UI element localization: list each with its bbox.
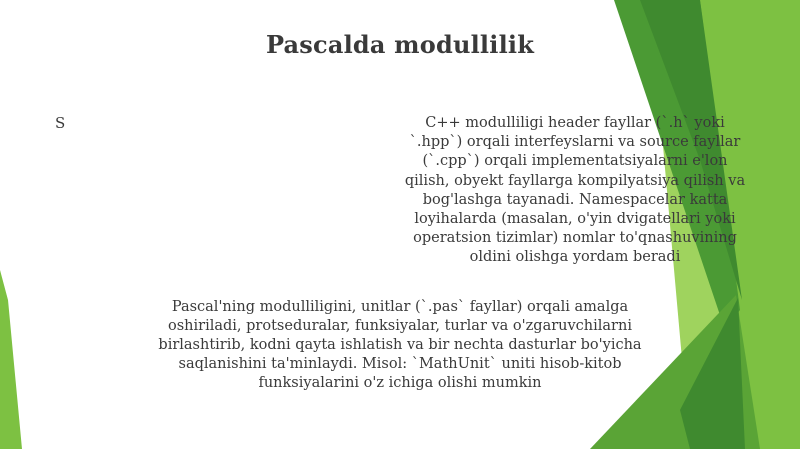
cpp-modularity-paragraph: C++ modulliligi header fayllar (`.h` yoki `.hpp`) orqali interfeyslarni va source fayllar (`.cpp`) orqali implementatsiyalarni e'lon qilish, obyekt fayllarga kompilyatsiya qilish va bog'lashga tayanadi. Namespacelar katta loyihalarda (masalan, o'yin dvigatellari yoki operatsion tizimlar) nomlar to'qnashuvining oldini olishga yordam beradi [404,115,746,266]
stray-letter: S [55,114,66,132]
slide-title: Pascalda modullilik [265,30,535,59]
pascal-modularity-paragraph: Pascal'ning modulliligini, unitlar (`.pas` fayllar) orqali amalga oshiriladi, protseduralar, funksiyalar, turlar va o'zgaruvchilarni birlashtirib, kodni qayta ishlatish va bir nechta dasturlar bo'yicha saqlanishini ta'minlaydi. Misol: `MathUnit` uniti hisob-kitob funksiyalarini o'z ichiga olishi mumkin [158,299,642,391]
left-green-strip [0,270,22,449]
